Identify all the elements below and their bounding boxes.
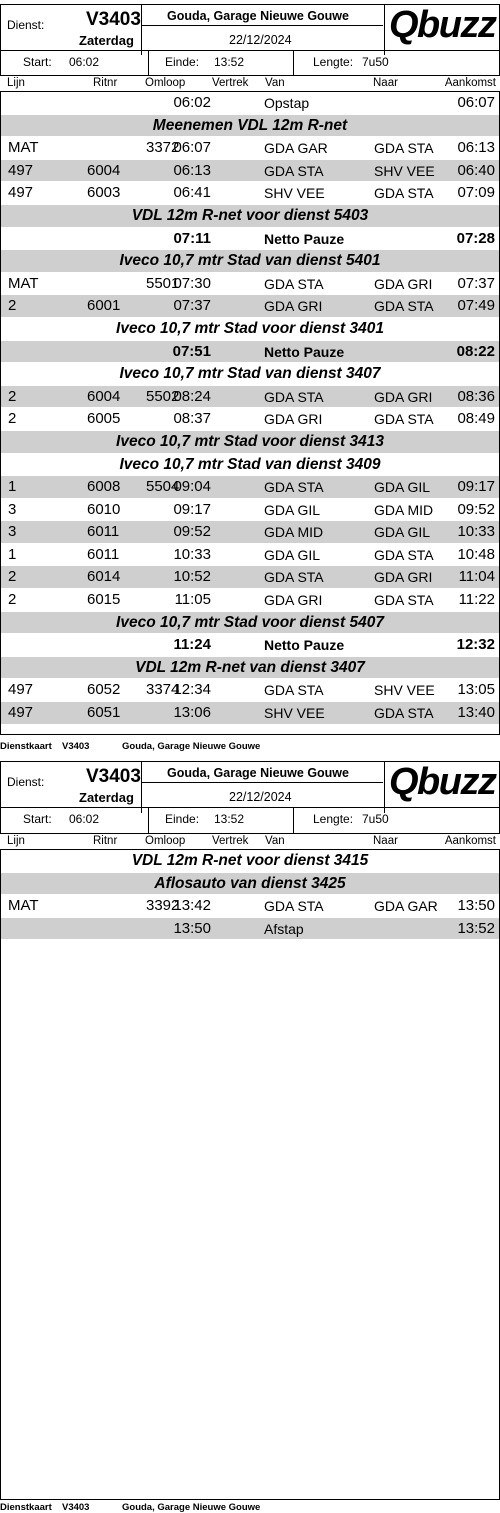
column-header xyxy=(0,834,500,850)
departure-time: 11:05 xyxy=(174,591,211,609)
arrival-time: 06:13 xyxy=(457,139,495,157)
divider xyxy=(1,50,499,51)
trip-row xyxy=(1,273,499,296)
line-number: 497 xyxy=(8,704,34,722)
dienst-label: Dienst: xyxy=(7,18,45,32)
arrival-time: 06:07 xyxy=(457,94,495,111)
column-vertrek: Vertrek xyxy=(212,835,249,847)
from-stop: GDA STA xyxy=(264,569,324,586)
line-number: 2 xyxy=(8,568,17,586)
arrival-time: 11:22 xyxy=(458,591,495,609)
lengte-label: Lengte: xyxy=(313,55,354,69)
column-lijn: Lijn xyxy=(7,835,25,847)
departure-time: 13:42 xyxy=(173,897,211,915)
section-heading xyxy=(1,250,499,273)
from-stop: SHV VEE xyxy=(264,705,325,722)
arrival-time: 10:48 xyxy=(457,545,495,563)
section-heading xyxy=(1,363,499,386)
trip-number: 6004 xyxy=(87,387,121,405)
arrival-time: 13:40 xyxy=(457,704,495,722)
schedule-table xyxy=(0,850,500,1500)
footer-code: V3403 xyxy=(62,741,90,752)
block-number: 5502 xyxy=(146,387,180,405)
arrival-time: 07:28 xyxy=(456,229,495,247)
arrival-time: 13:05 xyxy=(457,681,495,699)
to-stop: GDA GIL xyxy=(374,524,431,541)
departure-time: 07:11 xyxy=(173,229,211,247)
departure-time: 09:52 xyxy=(173,523,211,541)
footer-code: V3403 xyxy=(62,1502,90,1513)
departure-time: 06:02 xyxy=(173,94,211,111)
footer-label: Dienstkaart xyxy=(0,741,52,752)
column-aankomst: Aankomst xyxy=(444,77,496,89)
pause-label: Netto Pauze xyxy=(264,230,345,247)
trip-number: 6011 xyxy=(87,523,120,541)
column-naar: Naar xyxy=(373,835,398,847)
departure-time: 13:06 xyxy=(173,704,211,722)
lengte-label: Lengte: xyxy=(313,812,354,826)
arrival-time: 09:52 xyxy=(457,500,495,518)
column-van: Van xyxy=(265,77,285,89)
trip-number: 6001 xyxy=(87,297,121,315)
heading-text: Iveco 10,7 mtr Stad van dienst 3409 xyxy=(119,455,381,473)
departure-time: 12:34 xyxy=(173,681,211,699)
heading-text: Iveco 10,7 mtr Stad van dienst 3407 xyxy=(119,365,381,383)
line-number: 1 xyxy=(8,545,17,563)
departure-time: 07:30 xyxy=(173,274,211,292)
trip-row xyxy=(1,295,499,318)
departure-time: 07:37 xyxy=(173,297,211,315)
to-stop: GDA STA xyxy=(374,185,434,202)
from-stop: GDA GRI xyxy=(264,298,323,315)
to-stop: SHV VEE xyxy=(374,682,435,699)
departure-time: 06:13 xyxy=(173,161,211,179)
trip-row xyxy=(1,476,499,499)
block-number: 5501 xyxy=(146,274,180,292)
departure-time: 06:07 xyxy=(173,139,211,157)
line-number: 3 xyxy=(8,500,17,518)
einde-time: 13:52 xyxy=(214,812,245,826)
trip-number: 6015 xyxy=(87,591,121,609)
column-omloop: Omloop xyxy=(145,835,186,847)
trip-row xyxy=(1,386,499,409)
column-naar: Naar xyxy=(373,77,398,89)
trip-number: 6005 xyxy=(87,410,121,428)
heading-text: Iveco 10,7 mtr Stad voor dienst 3413 xyxy=(116,432,384,450)
dienst-code: V3403 xyxy=(86,766,141,787)
arrival-time: 07:09 xyxy=(457,184,495,202)
from-stop: GDA STA xyxy=(264,162,324,179)
einde-label: Einde: xyxy=(165,55,200,69)
heading-text: VDL 12m R-net voor dienst 3415 xyxy=(131,852,369,869)
trip-row xyxy=(1,702,499,725)
from-stop: GDA STA xyxy=(264,682,324,699)
column-omloop: Omloop xyxy=(145,77,186,89)
arrival-time: 07:49 xyxy=(457,297,495,315)
divider xyxy=(384,5,385,55)
trip-row xyxy=(1,566,499,589)
schedule-table xyxy=(0,92,500,735)
to-stop: SHV VEE xyxy=(374,162,435,179)
trip-number: 6010 xyxy=(87,500,121,518)
trip-row xyxy=(1,679,499,702)
to-stop: GDA GRI xyxy=(374,275,433,292)
departure-time: 09:17 xyxy=(173,500,211,518)
departure-time: 08:24 xyxy=(173,387,211,405)
trip-number: 6004 xyxy=(87,161,121,179)
line-number: 2 xyxy=(8,410,17,428)
heading-text: VDL 12m R-net voor dienst 5403 xyxy=(131,206,369,224)
divider xyxy=(141,782,383,783)
departure-time: 13:50 xyxy=(173,919,211,937)
start-time: 06:02 xyxy=(69,812,100,826)
footer-depot: Gouda, Garage Nieuwe Gouwe xyxy=(122,1502,261,1513)
from-stop: Afstap xyxy=(264,920,304,937)
departure-time: 09:04 xyxy=(173,478,211,496)
section-heading xyxy=(1,115,499,138)
from-stop: GDA MID xyxy=(264,524,324,541)
arrival-time: 12:32 xyxy=(456,636,495,654)
block-number: 5504 xyxy=(146,478,180,496)
trip-number: 6051 xyxy=(87,704,121,722)
arrival-time: 07:37 xyxy=(457,274,495,292)
section-heading xyxy=(1,657,499,680)
to-stop: GDA STA xyxy=(374,705,434,722)
section-heading xyxy=(1,873,499,896)
line-number: 2 xyxy=(8,591,17,609)
section-heading xyxy=(1,431,499,454)
column-lijn: Lijn xyxy=(7,77,25,89)
trip-row xyxy=(1,918,499,941)
from-stop: GDA STA xyxy=(264,388,324,405)
arrival-time: 08:36 xyxy=(457,387,495,405)
from-stop: GDA GAR xyxy=(264,140,328,157)
arrival-time: 09:17 xyxy=(457,478,495,496)
arrival-time: 11:04 xyxy=(458,568,495,586)
trip-number: 6014 xyxy=(87,568,121,586)
depot-name: Gouda, Garage Nieuwe Gouwe xyxy=(167,766,349,780)
trip-row xyxy=(1,160,499,183)
trip-number: 6008 xyxy=(87,478,121,496)
from-stop: GDA STA xyxy=(264,898,324,915)
divider xyxy=(384,762,385,813)
from-stop: GDA STA xyxy=(264,479,324,496)
start-label: Start: xyxy=(23,812,52,826)
divider xyxy=(293,807,294,833)
to-stop: GDA GAR xyxy=(374,898,438,915)
trip-row xyxy=(1,521,499,544)
line-number: MAT xyxy=(8,274,39,292)
start-label: Start: xyxy=(23,55,52,69)
pause-label: Netto Pauze xyxy=(264,637,345,654)
qbuzz-logo: Qbuzz xyxy=(389,761,496,803)
header-block xyxy=(0,761,500,834)
trip-row xyxy=(1,589,499,612)
section-heading xyxy=(1,454,499,477)
start-time: 06:02 xyxy=(69,55,100,69)
from-stop: SHV VEE xyxy=(264,185,325,202)
column-header xyxy=(0,76,500,92)
from-stop: GDA GIL xyxy=(264,501,321,518)
trip-row xyxy=(1,137,499,160)
to-stop: GDA STA xyxy=(374,140,434,157)
column-ritnr: Ritnr xyxy=(93,835,118,847)
departure-time: 10:52 xyxy=(173,568,211,586)
section-heading xyxy=(1,850,499,873)
line-number: 1 xyxy=(8,478,17,496)
from-stop: GDA GRI xyxy=(264,411,323,428)
departure-time: 10:33 xyxy=(173,545,211,563)
block-number: 3374 xyxy=(146,681,180,699)
trip-number: 6052 xyxy=(87,681,121,699)
divider xyxy=(141,5,142,55)
to-stop: GDA GRI xyxy=(374,569,433,586)
header-block xyxy=(0,4,500,76)
line-number: 497 xyxy=(8,681,34,699)
column-vertrek: Vertrek xyxy=(212,77,249,89)
from-stop: GDA GRI xyxy=(264,592,323,609)
trip-row xyxy=(1,92,499,115)
trip-row xyxy=(1,895,499,918)
to-stop: GDA STA xyxy=(374,298,434,315)
heading-text: Meenemen VDL 12m R-net xyxy=(152,116,348,134)
einde-time: 13:52 xyxy=(214,55,245,69)
arrival-time: 06:40 xyxy=(457,161,495,179)
line-number: 2 xyxy=(8,297,17,315)
footer-label: Dienstkaart xyxy=(0,1502,52,1513)
from-stop: GDA GIL xyxy=(264,546,321,563)
divider xyxy=(148,807,149,833)
to-stop: GDA GIL xyxy=(374,479,431,496)
column-ritnr: Ritnr xyxy=(93,77,118,89)
date: 22/12/2024 xyxy=(229,790,292,804)
line-number: 2 xyxy=(8,387,17,405)
arrival-time: 13:50 xyxy=(457,897,495,915)
heading-text: Iveco 10,7 mtr Stad voor dienst 3401 xyxy=(116,319,384,337)
footer-depot: Gouda, Garage Nieuwe Gouwe xyxy=(122,741,261,752)
trip-row xyxy=(1,544,499,567)
dienst-code: V3403 xyxy=(86,9,141,30)
trip-number: 6011 xyxy=(87,545,120,563)
block-number: 3392 xyxy=(146,897,180,915)
trip-row xyxy=(1,408,499,431)
section-heading xyxy=(1,612,499,635)
departure-time: 08:37 xyxy=(173,410,211,428)
departure-time: 07:51 xyxy=(172,342,211,360)
einde-label: Einde: xyxy=(165,812,200,826)
to-stop: GDA STA xyxy=(374,546,434,563)
column-van: Van xyxy=(265,835,285,847)
block-number: 3372 xyxy=(146,139,180,157)
qbuzz-logo: Qbuzz xyxy=(389,4,496,46)
section-heading xyxy=(1,318,499,341)
line-number: 497 xyxy=(8,161,34,179)
departure-time: 11:24 xyxy=(173,636,211,654)
pause-row xyxy=(1,228,499,251)
arrival-time: 08:49 xyxy=(457,410,495,428)
depot-name: Gouda, Garage Nieuwe Gouwe xyxy=(167,9,349,23)
to-stop: GDA STA xyxy=(374,592,434,609)
arrival-time: 08:22 xyxy=(456,342,495,360)
day-label: Zaterdag xyxy=(79,33,134,48)
trip-number: 6003 xyxy=(87,184,121,202)
divider xyxy=(293,50,294,75)
column-aankomst: Aankomst xyxy=(444,835,496,847)
pause-row xyxy=(1,634,499,657)
to-stop: GDA GRI xyxy=(374,388,433,405)
heading-text: Aflosauto van dienst 3425 xyxy=(154,874,346,892)
lengte-value: 7u50 xyxy=(362,55,389,69)
heading-text: Iveco 10,7 mtr Stad voor dienst 5407 xyxy=(116,613,384,631)
section-heading xyxy=(1,205,499,228)
pause-row xyxy=(1,341,499,364)
day-label: Zaterdag xyxy=(79,790,134,805)
lengte-value: 7u50 xyxy=(362,812,389,826)
to-stop: GDA MID xyxy=(374,501,434,518)
line-number: 497 xyxy=(8,184,34,202)
divider xyxy=(148,50,149,75)
arrival-time: 10:33 xyxy=(457,523,495,541)
from-stop: Opstap xyxy=(264,95,310,111)
heading-text: Iveco 10,7 mtr Stad van dienst 5401 xyxy=(119,252,381,270)
divider xyxy=(141,25,383,26)
pause-label: Netto Pauze xyxy=(264,343,345,360)
heading-text: VDL 12m R-net van dienst 3407 xyxy=(135,658,365,676)
dienst-label: Dienst: xyxy=(7,775,45,789)
to-stop: GDA STA xyxy=(374,411,434,428)
divider xyxy=(141,762,142,813)
trip-row xyxy=(1,182,499,205)
divider xyxy=(1,807,499,808)
trip-row xyxy=(1,499,499,522)
date: 22/12/2024 xyxy=(229,33,292,47)
departure-time: 06:41 xyxy=(173,184,211,202)
from-stop: GDA STA xyxy=(264,275,324,292)
line-number: 3 xyxy=(8,523,17,541)
line-number: MAT xyxy=(8,897,39,915)
arrival-time: 13:52 xyxy=(457,919,495,937)
line-number: MAT xyxy=(8,139,39,157)
